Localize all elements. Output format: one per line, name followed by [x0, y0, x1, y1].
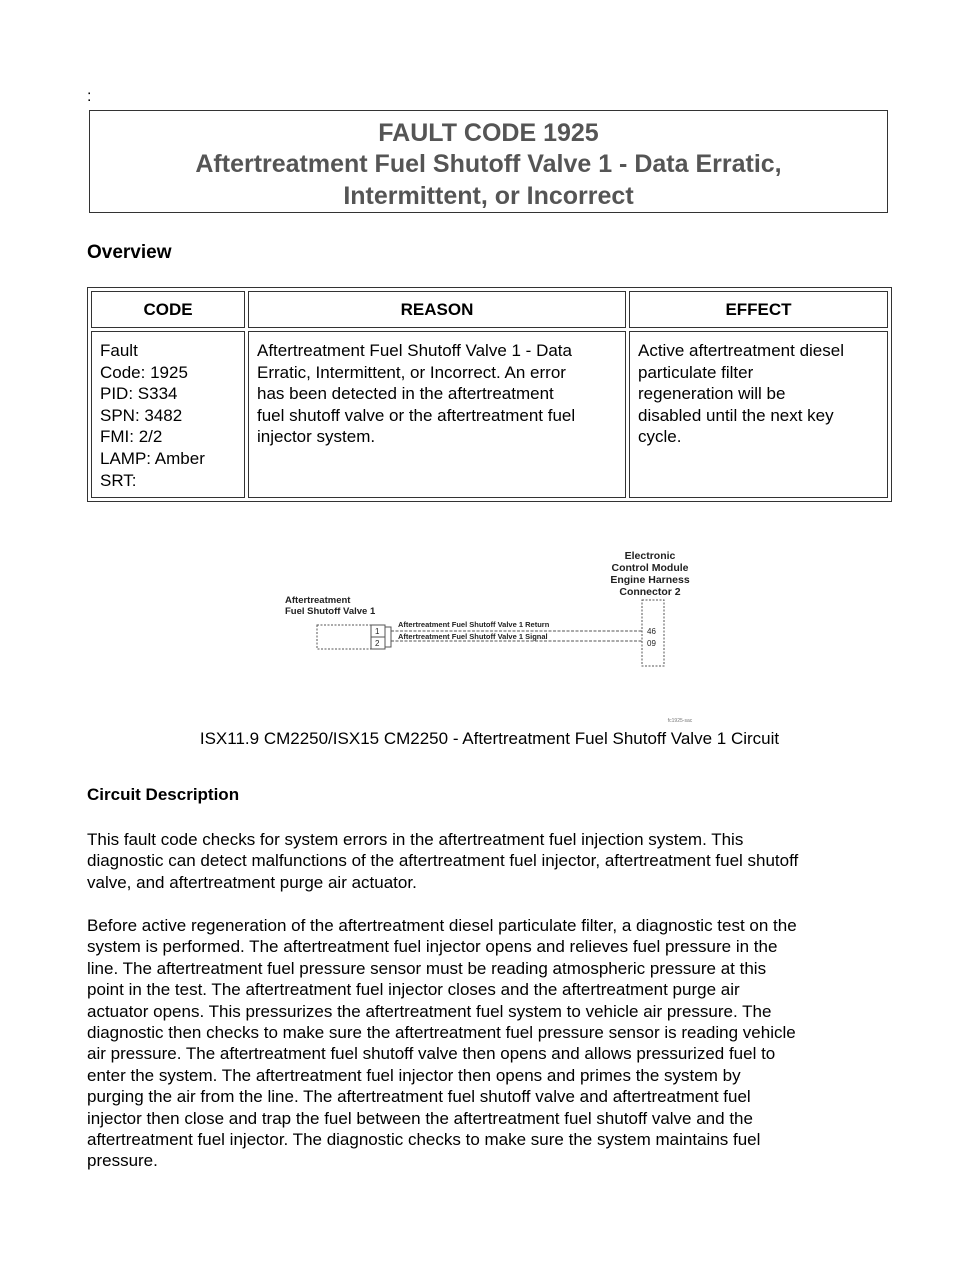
- ecm-pin-09: 09: [647, 639, 656, 648]
- paragraph-line: system is performed. The aftertreatment fuel injector opens and relieves fuel pressure in the: [87, 937, 778, 957]
- circuit-paragraph-1: [87, 829, 897, 893]
- valve-body: [317, 625, 371, 649]
- paragraph-line: line. The aftertreatment fuel pressure sensor must be reading atmospheric pressure at this: [87, 958, 767, 978]
- code-line: LAMP: Amber: [100, 448, 205, 468]
- code-line: SRT:: [100, 470, 137, 490]
- reason-line: Erratic, Intermittent, or Incorrect. An error: [257, 362, 566, 382]
- code-line: FMI: 2/2: [100, 427, 163, 447]
- effect-cell: [629, 331, 888, 498]
- reason-cell: [248, 331, 626, 498]
- valve-pin-1: 1: [375, 627, 380, 636]
- valve-label-line: Aftertreatment: [285, 595, 351, 606]
- circuit-description-heading: Circuit Description: [87, 785, 240, 804]
- paragraph-line: purging the air from the line. The aftertreatment fuel shutoff valve and aftertreatment fuel: [87, 1087, 751, 1107]
- paragraph-line: diagnostic can detect malfunctions of the aftertreatment fuel injector, aftertreatment fuel shutoff: [87, 851, 799, 871]
- paragraph-line: actuator opens. This pressurizes the aftertreatment fuel system to vehicle air pressure. The: [87, 1001, 772, 1021]
- valve-label-line: Fuel Shutoff Valve 1: [285, 606, 376, 617]
- fault-description-line1: Aftertreatment Fuel Shutoff Valve 1 - Data Erratic,: [195, 150, 782, 178]
- fault-title-box: [89, 110, 888, 213]
- return-wire-label: Aftertreatment Fuel Shutoff Valve 1 Return: [398, 620, 550, 629]
- paragraph-line: aftertreatment fuel injector. The diagnostic checks to make sure the system maintains fuel: [87, 1130, 761, 1150]
- paragraph-line: air pressure. The aftertreatment fuel shutoff valve then opens and allows pressurized fuel to: [87, 1044, 776, 1064]
- header-effect: EFFECT: [629, 291, 888, 328]
- overview-heading: Overview: [87, 242, 172, 263]
- code-cell: [91, 331, 245, 498]
- effect-line: cycle.: [638, 427, 682, 447]
- table-header-row: [91, 291, 888, 328]
- circuit-paragraph-2: [87, 915, 897, 1172]
- table-row: [91, 331, 888, 498]
- paragraph-line: point in the test. The aftertreatment fuel injector closes and the aftertreatment purge air: [87, 980, 740, 1000]
- header-reason: REASON: [248, 291, 626, 328]
- ecm-label-line: Electronic: [624, 550, 676, 562]
- paragraph-line: enter the system. The aftertreatment fuel injector then opens and primes the system by: [87, 1065, 741, 1085]
- reason-line: fuel shutoff valve or the aftertreatment fuel: [257, 405, 576, 425]
- effect-line: particulate filter: [638, 362, 754, 382]
- paragraph-line: This fault code checks for system errors in the aftertreatment fuel injection system. This: [87, 830, 744, 849]
- diagram-tag: fc1925-sac: [667, 718, 693, 724]
- valve-pin-2: 2: [375, 639, 380, 648]
- paragraph-line: valve, and aftertreatment purge air actuator.: [87, 872, 417, 892]
- overview-table: [87, 287, 892, 502]
- paragraph-line: Before active regeneration of the aftertreatment diesel particulate filter, a diagnostic test on the: [87, 916, 797, 935]
- paragraph-line: pressure.: [87, 1151, 158, 1171]
- paragraph-line: diagnostic then checks to make sure the aftertreatment fuel pressure sensor is reading vehicle: [87, 1023, 796, 1043]
- effect-line: disabled until the next key: [638, 405, 834, 425]
- diagram-caption: ISX11.9 CM2250/ISX15 CM2250 - Aftertreatment Fuel Shutoff Valve 1 Circuit: [199, 729, 780, 748]
- reason-line: injector system.: [257, 427, 376, 447]
- page-colon: :: [87, 88, 92, 105]
- reason-line: Aftertreatment Fuel Shutoff Valve 1 - Data: [257, 341, 572, 360]
- circuit-diagram: [280, 545, 700, 725]
- fault-description-line2: Intermittent, or Incorrect: [343, 182, 634, 210]
- code-line: Fault: [100, 341, 138, 360]
- paragraph-line: injector then close and trap the fuel between the aftertreatment fuel shutoff valve and the: [87, 1108, 753, 1128]
- fault-code-title: FAULT CODE 1925: [378, 119, 599, 147]
- header-code: CODE: [91, 291, 245, 328]
- code-line: Code: 1925: [100, 362, 188, 382]
- code-line: PID: S334: [100, 384, 178, 404]
- signal-wire-label: Aftertreatment Fuel Shutoff Valve 1 Signal: [398, 632, 548, 641]
- ecm-label-line: Connector 2: [619, 586, 681, 598]
- ecm-pin-46: 46: [647, 627, 656, 636]
- ecm-label-line: Control Module: [611, 562, 689, 574]
- ecm-label-line: Engine Harness: [610, 574, 690, 586]
- effect-line: Active aftertreatment diesel: [638, 341, 844, 360]
- reason-line: has been detected in the aftertreatment: [257, 384, 554, 404]
- code-line: SPN: 3482: [100, 405, 183, 425]
- effect-line: regeneration will be: [638, 384, 786, 404]
